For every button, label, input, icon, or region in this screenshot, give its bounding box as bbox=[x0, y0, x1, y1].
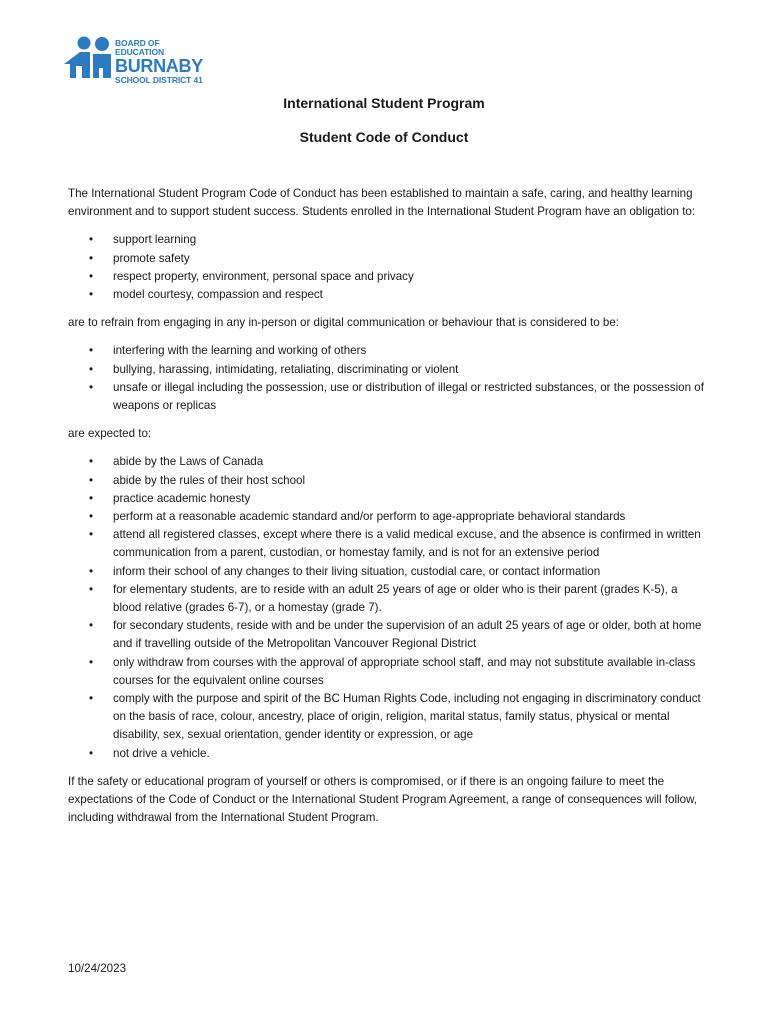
list-item: • attend all registered classes, except where there is a valid medical excuse, and the absence is confirmed in written communication from a parent, custodian, or homestay family, and is not for an extensive period bbox=[89, 528, 701, 560]
refrain-list bbox=[68, 342, 708, 415]
bullet-icon: • bbox=[89, 619, 94, 633]
list-item: • unsafe or illegal including the possession, use or distribution of illegal or restricted substances, or the possession of weapons or replicas bbox=[89, 380, 704, 413]
bullet-icon: • bbox=[89, 288, 94, 302]
bullet-icon: • bbox=[89, 582, 94, 596]
burnaby-school-district-logo bbox=[64, 36, 204, 85]
list-item: • support learning bbox=[68, 231, 708, 249]
bullet-icon: • bbox=[89, 655, 94, 669]
list-item: • for elementary students, are to reside with an adult 25 years of age or older who is their parent (grades K-5), a blood relative (grades 6-7), or a homestay (grade 7). bbox=[89, 582, 678, 615]
list-item: • respect property, environment, personal space and privacy bbox=[68, 268, 708, 286]
bullet-icon: • bbox=[89, 362, 94, 376]
list-item: • only withdraw from courses with the approval of appropriate school staff, and may not substitute available in-class courses for the equivalent online courses bbox=[89, 655, 696, 687]
list-item: • abide by the Laws of Canada bbox=[68, 453, 708, 471]
list-item: • promote safety bbox=[68, 250, 708, 268]
bullet-icon: • bbox=[89, 528, 94, 542]
bullet-icon: • bbox=[89, 692, 94, 706]
logo-line-burnaby: BURNABY bbox=[115, 56, 203, 76]
document-body bbox=[68, 185, 708, 838]
bullet-icon: • bbox=[89, 564, 94, 578]
bullet-icon: • bbox=[89, 455, 94, 469]
list-item: • inform their school of any changes to their living situation, custodial care, or contact information bbox=[68, 563, 708, 581]
logo-line-district: SCHOOL DISTRICT 41 bbox=[115, 75, 203, 85]
bullet-icon: • bbox=[89, 344, 94, 358]
list-item: • for secondary students, reside with and be under the supervision of an adult 25 years of age or older, both at home and if travelling outside of the Metropolitan Vancouver Regional District bbox=[89, 619, 702, 651]
bullet-icon: • bbox=[89, 746, 94, 760]
document-subtitle: Student Code of Conduct bbox=[299, 129, 469, 145]
list-item: • perform at a reasonable academic standard and/or perform to age-appropriate behavioral standards bbox=[68, 508, 708, 526]
document-title: International Student Program bbox=[283, 95, 485, 111]
family-logo-icon bbox=[64, 36, 116, 80]
list-item: • bullying, harassing, intimidating, retaliating, discriminating or violent bbox=[68, 361, 708, 379]
list-item: • practice academic honesty bbox=[68, 490, 708, 508]
refrain-paragraph: are to refrain from engaging in any in-person or digital communication or behaviour that is considered to be: bbox=[68, 316, 620, 330]
obligations-list bbox=[68, 231, 708, 304]
bullet-icon: • bbox=[89, 510, 94, 524]
list-item: • comply with the purpose and spirit of the BC Human Rights Code, including not engaging in discriminatory conduct on the basis of race, colour, ancestry, place of origin, religion, marital status, family status, physical or mental disability, sex, sexual orientation, gender identity or expression, or age bbox=[89, 692, 701, 742]
expected-list bbox=[68, 453, 708, 762]
bullet-icon: • bbox=[89, 380, 94, 394]
bullet-icon: • bbox=[89, 269, 94, 283]
document-date: 10/24/2023 bbox=[68, 962, 127, 975]
bullet-icon: • bbox=[89, 233, 94, 247]
logo-line-board: BOARD OF EDUCATION bbox=[115, 38, 164, 57]
logo-wordmark bbox=[115, 36, 204, 85]
expected-paragraph: are expected to: bbox=[68, 427, 152, 441]
closing-paragraph: If the safety or educational program of yourself or others is compromised, or if there is an ongoing failure to meet the expectations of the Code of Conduct or the International Student Program Agreement, a range of consequences will follow, including withdrawal from the International Student Program. bbox=[68, 774, 698, 825]
bullet-icon: • bbox=[89, 251, 94, 265]
list-item: • model courtesy, compassion and respect bbox=[68, 286, 708, 304]
list-item: • not drive a vehicle. bbox=[68, 745, 708, 763]
intro-paragraph: The International Student Program Code of Conduct has been established to maintain a safe, caring, and healthy learning environment and to support student success. Students enrolled in the International Student Program have an obligation to: bbox=[68, 187, 696, 219]
bullet-icon: • bbox=[89, 491, 94, 505]
bullet-icon: • bbox=[89, 473, 94, 487]
list-item: • interfering with the learning and working of others bbox=[68, 342, 708, 360]
list-item: • abide by the rules of their host school bbox=[68, 472, 708, 490]
